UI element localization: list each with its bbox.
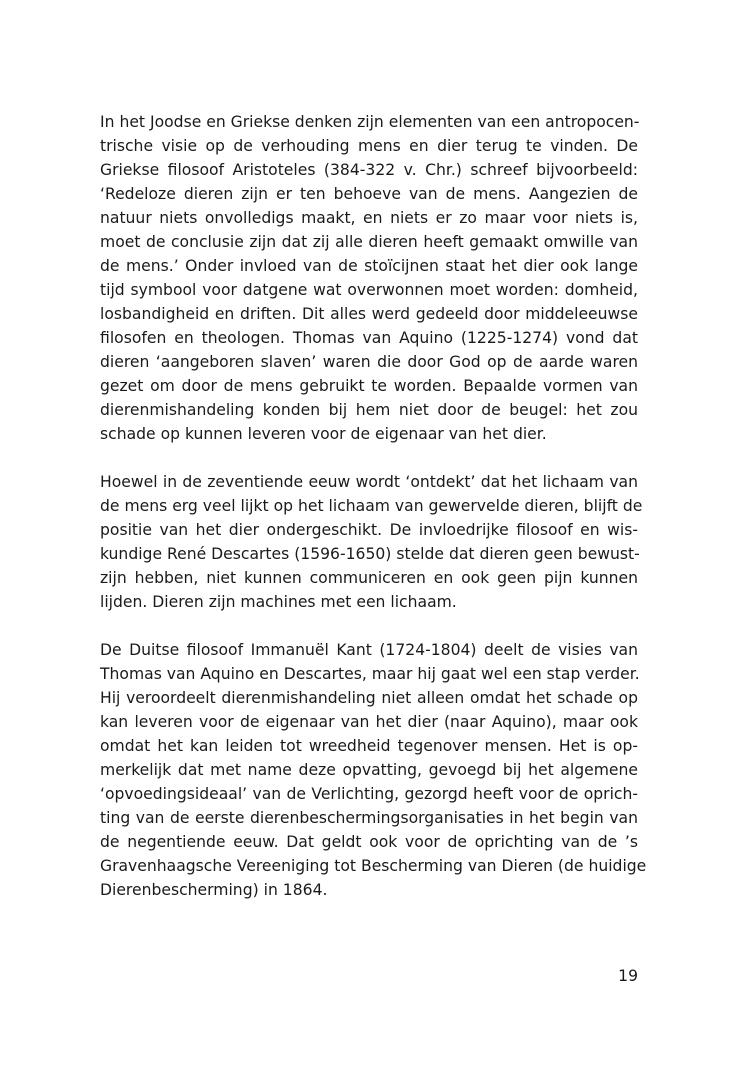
text-line: positie van het dier ondergeschikt. De invloedrijke filosoof en wis- — [100, 521, 638, 539]
paragraph-3 — [100, 638, 647, 902]
text-line: De Duitse filosoof Immanuël Kant (1724-1804) deelt de visies van — [100, 641, 638, 659]
text-line: ‘opvoedingsideaal’ van de Verlichting, gezorgd heeft voor de oprich- — [100, 785, 638, 803]
text-line: lijden. Dieren zijn machines met een lichaam. — [100, 593, 457, 611]
text-line: Gravenhaagsche Vereeniging tot Bescherming van Dieren (de huidige — [100, 857, 647, 875]
text-line: Hij veroordeelt dierenmishandeling niet alleen omdat het schade op — [100, 689, 638, 707]
text-line: kundige René Descartes (1596-1650) stelde dat dieren geen bewust- — [100, 545, 640, 563]
text-line: In het Joodse en Griekse denken zijn elementen van een antropocen- — [100, 113, 640, 131]
page-number: 19 — [618, 967, 638, 985]
text-line: ‘Redeloze dieren zijn er ten behoeve van de mens. Aangezien de — [100, 185, 638, 203]
text-line: filosofen en theologen. Thomas van Aquino (1225-1274) vond dat — [100, 329, 638, 347]
text-line: de mens erg veel lijkt op het lichaam van gewervelde dieren, blijft de — [100, 497, 643, 515]
text-line: Griekse filosoof Aristoteles (384-322 v. Chr.) schreef bijvoorbeeld: — [100, 161, 638, 179]
text-line: Dierenbescherming) in 1864. — [100, 881, 328, 899]
text-line: tijd symbool voor datgene wat overwonnen moet worden: domheid, — [100, 281, 638, 299]
text-line: Hoewel in de zeventiende eeuw wordt ‘ontdekt’ dat het lichaam van — [100, 473, 638, 491]
text-line: zijn hebben, niet kunnen communiceren en ook geen pijn kunnen — [100, 569, 638, 587]
text-line: moet de conclusie zijn dat zij alle dieren heeft gemaakt omwille van — [100, 233, 638, 251]
text-line: losbandigheid en driften. Dit alles werd gedeeld door middeleeuwse — [100, 305, 638, 323]
text-line: merkelijk dat met name deze opvatting, gevoegd bij het algemene — [100, 761, 638, 779]
text-line: Thomas van Aquino en Descartes, maar hij gaat wel een stap verder. — [100, 665, 640, 683]
paragraph-1 — [100, 110, 638, 446]
text-line: dierenmishandeling konden bij hem niet door de beugel: het zou — [100, 401, 638, 419]
text-line: ting van de eerste dierenbeschermingsorganisaties in het begin van — [100, 809, 638, 827]
text-line: de negentiende eeuw. Dat geldt ook voor de oprichting van de ’s — [100, 833, 638, 851]
text-line: de mens.’ Onder invloed van de stoïcijnen staat het dier ook lange — [100, 257, 638, 275]
text-line: dieren ‘aangeboren slaven’ waren die door God op de aarde waren — [100, 353, 638, 371]
text-line: kan leveren voor de eigenaar van het dier (naar Aquino), maar ook — [100, 713, 638, 731]
text-line: trische visie op de verhouding mens en dier terug te vinden. De — [100, 137, 638, 155]
text-line: schade op kunnen leveren voor de eigenaar van het dier. — [100, 425, 547, 443]
body-text — [100, 110, 647, 926]
text-line: natuur niets onvolledigs maakt, en niets er zo maar voor niets is, — [100, 209, 638, 227]
text-line: omdat het kan leiden tot wreedheid tegenover mensen. Het is op- — [100, 737, 638, 755]
paragraph-2 — [100, 470, 643, 614]
text-line: gezet om door de mens gebruikt te worden. Bepaalde vormen van — [100, 377, 638, 395]
